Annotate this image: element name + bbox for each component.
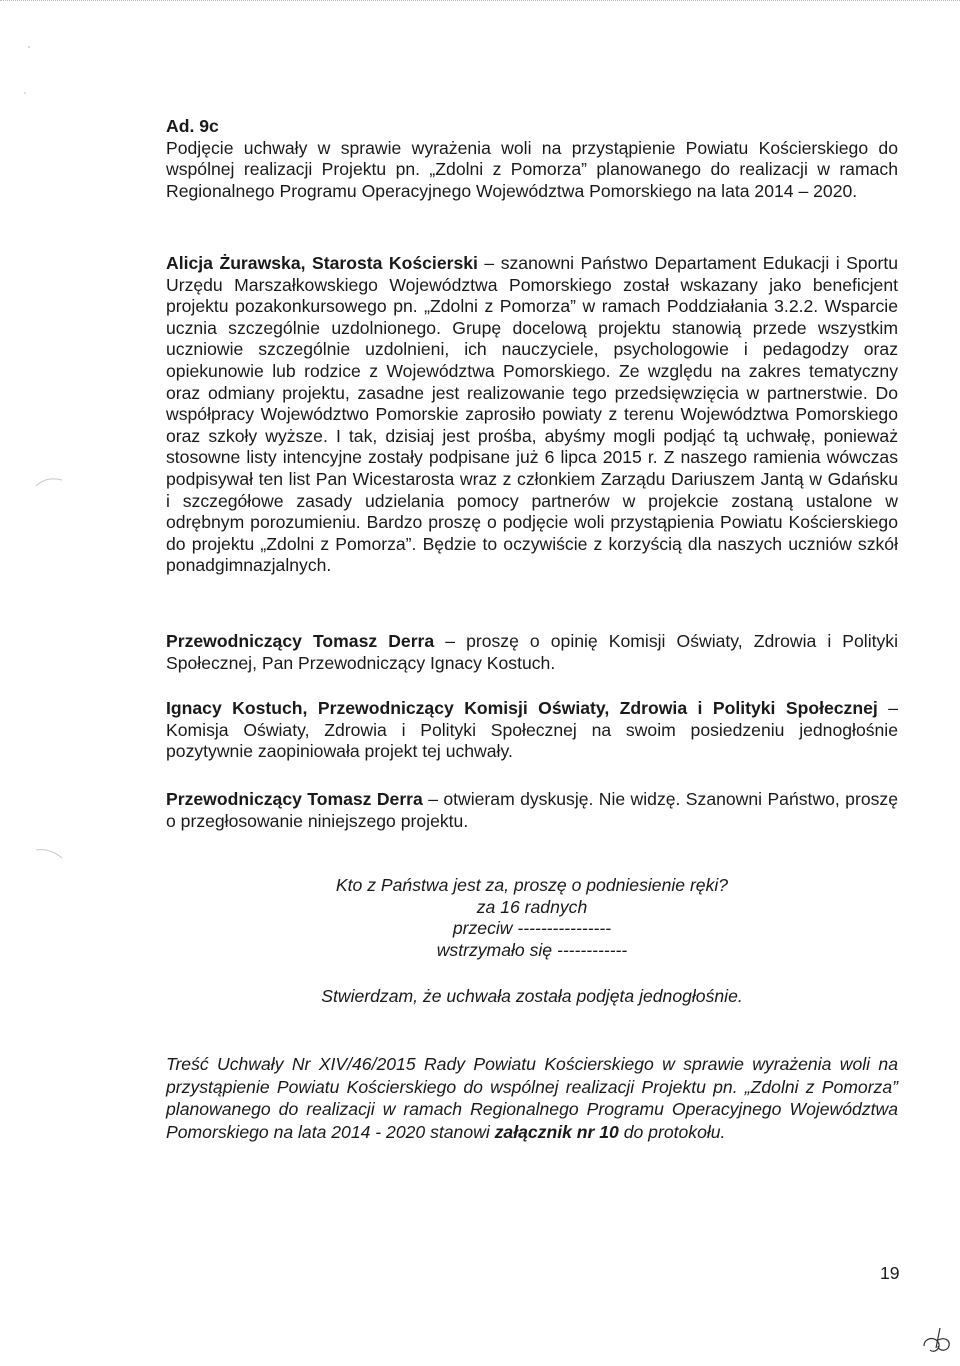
attachment-reference: załącznik nr 10: [494, 1121, 619, 1142]
scan-speck: [26, 44, 32, 50]
scan-speck: [22, 90, 28, 96]
speaker-name: Przewodniczący Tomasz Derra: [166, 631, 435, 651]
vote-block: [166, 875, 898, 961]
vote-against: przeciw ----------------: [452, 918, 612, 939]
statement-zurawska: [166, 253, 898, 577]
resolution-reference: [166, 1053, 898, 1143]
vote-abstain: wstrzymało się ------------: [436, 939, 628, 960]
punch-hole-mark: [34, 846, 64, 860]
speaker-name: Przewodniczący Tomasz Derra: [166, 789, 423, 809]
speaker-name: Alicja Żurawska, Starosta Kościerski: [166, 253, 478, 273]
handwritten-initials: [920, 1318, 956, 1358]
statement-derra-2: [166, 789, 898, 832]
resolution-reference-text: Treść Uchwały Nr XIV/46/2015 Rady Powiatu Kościerskiego w sprawie wyrażenia woli na przystąpienie Powiatu Kościerskiego do wspólnej realizacji Projektu pn. „Zdolni z Pomorza” planowanego do realizacji w ramach Regionalnego Programu Operacyjnego Województwa Pomorskiego na lata 2014 - 2020 stanowi: [166, 1054, 898, 1142]
agenda-heading: Ad. 9c: [166, 116, 219, 136]
vote-question: Kto z Państwa jest za, proszę o podniesienie ręki?: [335, 875, 729, 895]
statement-derra-1: [166, 631, 898, 674]
punch-hole-mark: [34, 474, 64, 488]
agenda-item-9c: [166, 116, 898, 202]
statement-text: – szanowni Państwo Departament Edukacji i Sportu Urzędu Marszałkowskiego Województwa Pomorskiego został wskazany jako beneficjent projektu pozakonkursowego pn. „Zdolni z Pomorza” w ramach Poddziałania 3.2.2. Wsparcie ucznia szczególnie uzdolnionego. Grupę docelową projektu stanowią przede wszystkim uczniowie szczególnie uzdolnieni, ich nauczyciele, psychologowie i pedagodzy oraz opiekunowie lub rodzice z Województwa Pomorskiego. Ze względu na zakres tematyczny oraz odmiany projektu, zasadne jest realizowanie tego przedsięwzięcia w partnerstwie. Do współpracy Województwo Pomorskie zaprosiło powiaty z terenu Województwa Pomorskiego oraz szkoły wyższe. I tak, dzisiaj jest prośba, abyśmy mogli podjąć tą uchwałę, ponieważ stosowne listy intencyjne zostały podpisane już 6 lipca 2015 r. Z naszego ramienia wówczas podpisywał ten list Pan Wicestarosta wraz z członkiem Zarządu Dariuszem Jantą w Gdańsku i szczegółowe zasady udzielania pomocy partnerów w projekcie zostaną ustalone w odrębnym porozumieniu. Bardzo proszę o podjęcie woli przystąpienia Powiatu Kościerskiego do projektu „Zdolni z Pomorza”. Będzie to oczywiście z korzyścią dla naszych uczniów szkół ponadgimnazjalnych.: [166, 253, 898, 576]
agenda-description: Podjęcie uchwały w sprawie wyrażenia woli na przystąpienie Powiatu Kościerskiego do wspólnej realizacji Projektu pn. „Zdolni z Pomorza” planowanego do realizacji w ramach Regionalnego Programu Operacyjnego Województwa Pomorskiego na lata 2014 – 2020.: [166, 137, 898, 201]
vote-for: za 16 radnych: [476, 896, 588, 917]
resolution-adopted-statement: Stwierdzam, że uchwała została podjęta jednogłośnie.: [321, 986, 743, 1006]
statement-kostuch: [166, 698, 898, 763]
statement-text: – Komisja Oświaty, Zdrowia i Polityki Społecznej na swoim posiedzeniu jednogłośnie pozytywnie zaopiniowała projekt tej uchwały.: [166, 698, 898, 762]
scan-top-edge: [0, 0, 960, 4]
page-number: 19: [880, 1263, 900, 1283]
statement-text: – otwieram dyskusję. Nie widzę. Szanowni Państwo, proszę o przegłosowanie niniejszego projektu.: [166, 789, 898, 831]
resolution-reference-end: do protokołu.: [618, 1121, 726, 1142]
statement-text: – proszę o opinię Komisji Oświaty, Zdrowia i Polityki Społecznej, Pan Przewodniczący Ignacy Kostuch.: [166, 631, 899, 673]
speaker-name: Ignacy Kostuch, Przewodniczący Komisji Oświaty, Zdrowia i Polityki Społecznej: [166, 698, 878, 718]
